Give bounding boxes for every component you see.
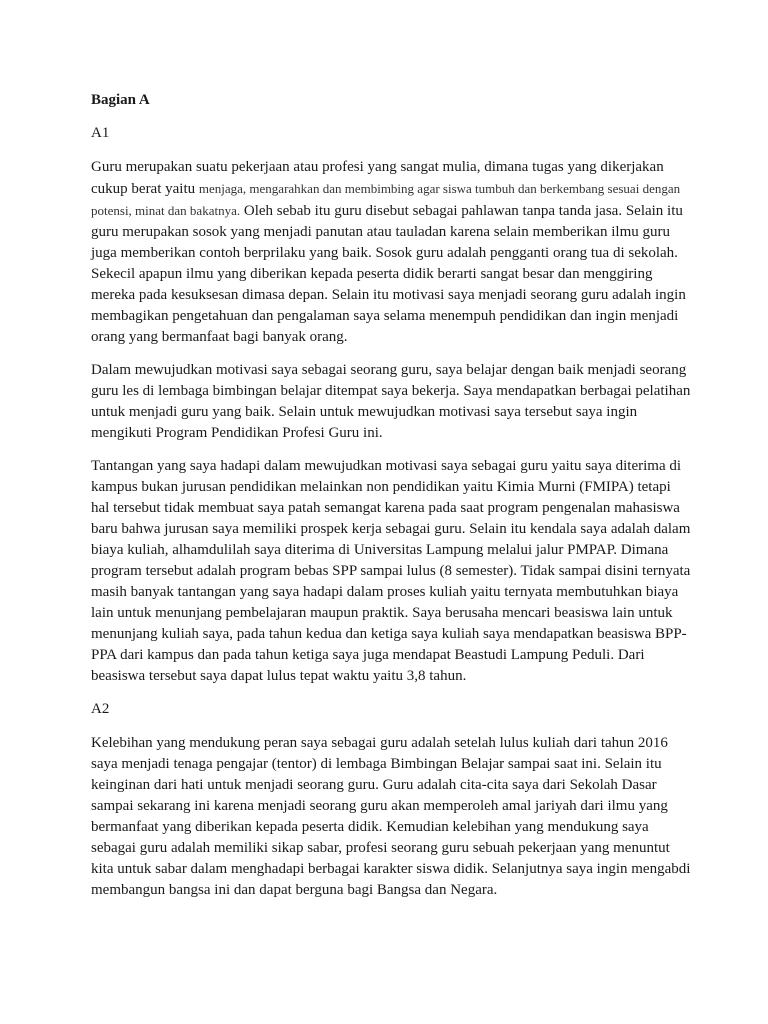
document-page: [91, 90, 691, 913]
paragraph-a1-1-end: Oleh sebab itu guru disebut sebagai pahlawan tanpa tanda jasa. Selain itu guru merupakan sosok yang menjadi panutan atau tauladan karena selain memberikan ilmu guru juga memberikan contoh berprilaku yang baik. Sosok guru adalah pengganti orang tua di sekolah. Sekecil apapun ilmu yang diberikan kepada peserta didik berarti sangat besar dan menggiring mereka pada kesuksesan dimasa depan. Selain itu motivasi saya menjadi seorang guru adalah ingin membagikan pengetahuan dan pengalaman saya selama menempuh pendidikan dan ingin menjadi orang yang bermanfaat bagi banyak orang.: [91, 203, 686, 345]
heading-a2: A2: [91, 701, 110, 717]
paragraph-a1-1: [91, 157, 691, 348]
paragraph-a1-3: Tantangan yang saya hadapi dalam mewujudkan motivasi saya sebagai guru yaitu saya diterima di kampus bukan jurusan pendidikan melainkan non pendidikan yaitu Kimia Murni (FMIPA) tetapi hal tersebut tidak membuat saya patah semangat karena pada saat program pengenalan mahasiswa baru bahwa jurusan saya memiliki prospek kerja sebagai guru. Selain itu kendala saya adalah dalam biaya kuliah, alhamdulilah saya diterima di Universitas Lampung melalui jalur PMPAP. Dimana program tersebut adalah program bebas SPP sampai lulus (8 semester). Tidak sampai disini ternyata masih banyak tantangan yang saya hadapi dalam proses kuliah yaitu ternyata membutuhkan biaya lain untuk menunjang pembelajaran maupun praktik. Saya berusaha mencari beasiswa lain untuk menunjang kuliah saya, pada tahun kedua dan ketiga saya kuliah saya mendapatkan beasiswa BPP-PPA dari kampus dan pada tahun ketiga saya juga mendapat Beastudi Lampung Peduli. Dari beasiswa tersebut saya dapat lulus tepat waktu yaitu 3,8 tahun.: [91, 458, 691, 684]
section-title: Bagian A: [91, 92, 150, 108]
heading-a1: A1: [91, 125, 110, 141]
paragraph-a1-1-small: menjaga, mengarahkan dan membimbing agar siswa tumbuh dan berkembang sesuai dengan potensi, minat dan bakatnya.: [91, 181, 681, 218]
paragraph-a1-1-start: Guru merupakan suatu pekerjaan atau profesi yang sangat mulia, dimana tugas yang dikerjakan cukup berat yaitu: [91, 159, 664, 197]
paragraph-a1-2: Dalam mewujudkan motivasi saya sebagai seorang guru, saya belajar dengan baik menjadi seorang guru les di lembaga bimbingan belajar ditempat saya bekerja. Saya mendapatkan berbagai pelatihan untuk menjadi guru yang baik. Selain untuk mewujudkan motivasi saya tersebut saya ingin mengikuti Program Pendidikan Profesi Guru ini.: [91, 362, 691, 441]
paragraph-a2-1: Kelebihan yang mendukung peran saya sebagai guru adalah setelah lulus kuliah dari tahun 2016 saya menjadi tenaga pengajar (tentor) di lembaga Bimbingan Belajar sampai saat ini. Selain itu keinginan dari hati untuk menjadi seorang guru. Guru adalah cita-cita saya dari Sekolah Dasar sampai sekarang ini karena menjadi seorang guru akan memperoleh amal jariyah dari ilmu yang bermanfaat yang diberikan kepada peserta didik. Kemudian kelebihan yang mendukung saya sebagai guru adalah memiliki sikap sabar, profesi seorang guru sebuah pekerjaan yang menuntut kita untuk sabar dalam menghadapi berbagai karakter siswa didik. Selanjutnya saya ingin mengabdi membangun bangsa ini dan dapat berguna bagi Bangsa dan Negara.: [91, 735, 691, 898]
